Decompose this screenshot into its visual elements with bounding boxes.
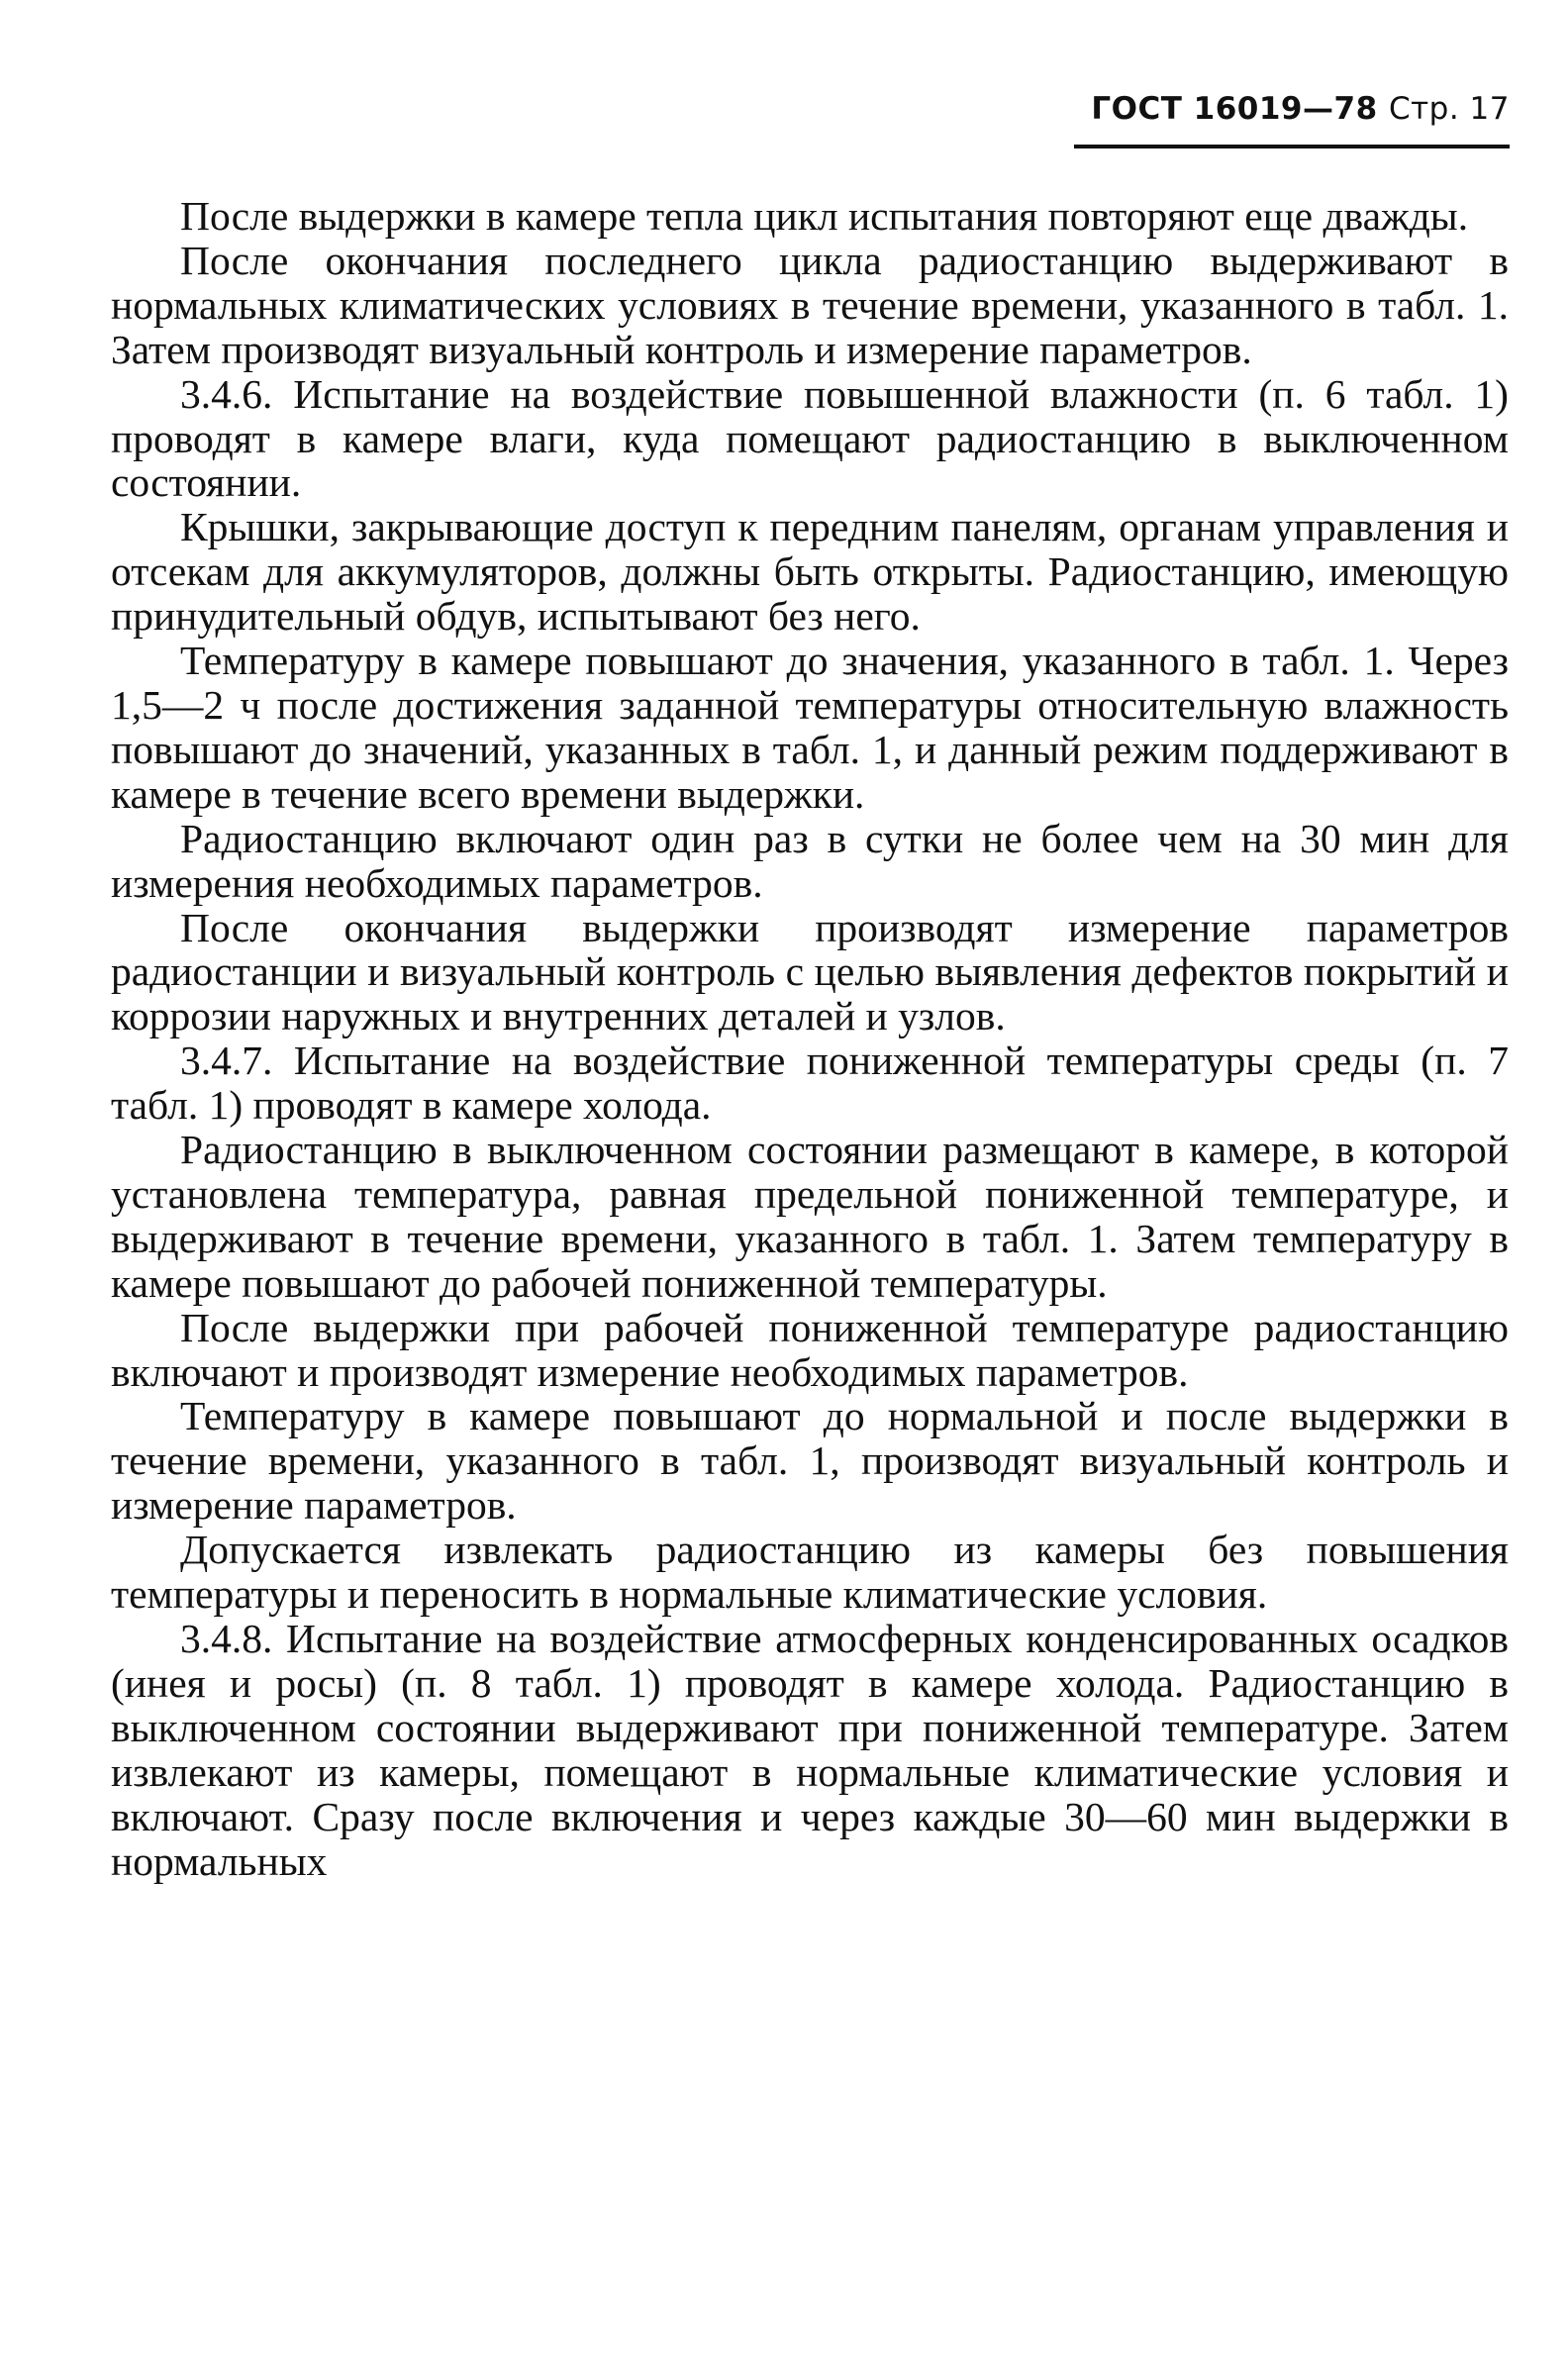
paragraph-11: Температуру в камере повышают до нормальной и после выдержки в течение времени, указанного в табл. 1, производят визуальный контроль и измерение параметров.: [111, 1393, 1509, 1529]
paragraph-3-4-8: 3.4.8. Испытание на воздействие атмосферных конденсированных осадков (инея и росы) (п. 8 табл. 1) проводят в камере холода. Радиостанцию в выключенном состоянии выдерживают при пониженной температуре. Затем извлекают из камеры, помещают в нормальные климатические условия и включают. Сразу после включения и через каждые 30—60 мин выдержки в нормальных: [111, 1616, 1509, 1884]
paragraph-12: Допускается извлекать радиостанцию из камеры без повышения температуры и переносить в нормальные климатические условия.: [111, 1527, 1509, 1618]
standard-number: ГОСТ 16019—78: [1091, 91, 1378, 127]
paragraph-7: После окончания выдержки производят измерение параметров радиостанции и визуальный контроль с целью выявления дефектов покрытий и коррозии наружных и внутренних деталей и узлов.: [111, 904, 1509, 1039]
body-text: [111, 194, 1509, 1883]
paragraph-3-4-7: 3.4.7. Испытание на воздействие пониженной температуры среды (п. 7 табл. 1) проводят в камере холода.: [111, 1038, 1509, 1129]
page-header: [1074, 91, 1510, 127]
paragraph-6: Радиостанцию включают один раз в сутки не более чем на 30 мин для измерения необходимых параметров.: [111, 815, 1509, 906]
paragraph-9: Радиостанцию в выключенном состоянии размещают в камере, в которой установлена температура, равная предельной пониженной температуре, и выдерживают в течение времени, указанного в табл. 1. Затем температуру в камере повышают до рабочей пониженной температуры.: [111, 1127, 1509, 1306]
header-rule: [1074, 145, 1510, 148]
paragraph-3-4-6: 3.4.6. Испытание на воздействие повышенной влажности (п. 6 табл. 1) проводят в камере влаги, куда помещают радиостанцию в выключенном состоянии.: [111, 370, 1509, 506]
paragraph-5: Температуру в камере повышают до значения, указанного в табл. 1. Через 1,5—2 ч после достижения заданной температуры относительную влажность повышают до значений, указанных в табл. 1, и данный режим поддерживают в камере в течение всего времени выдержки.: [111, 638, 1509, 817]
paragraph-2: После окончания последнего цикла радиостанцию выдерживают в нормальных климатических условиях в течение времени, указанного в табл. 1. Затем производят визуальный контроль и измерение параметров.: [111, 237, 1509, 372]
paragraph-4: Крышки, закрывающие доступ к передним панелям, органам управления и отсекам для аккумуляторов, должны быть открыты. Радиостанцию, имеющую принудительный обдув, испытывают без него.: [111, 504, 1509, 640]
page-number: Стр. 17: [1388, 91, 1510, 127]
paragraph-1: После выдержки в камере тепла цикл испытания повторяют еще дважды.: [180, 193, 1469, 239]
paragraph-10: После выдержки при рабочей пониженной температуре радиостанцию включают и производят измерение необходимых параметров.: [111, 1304, 1509, 1395]
